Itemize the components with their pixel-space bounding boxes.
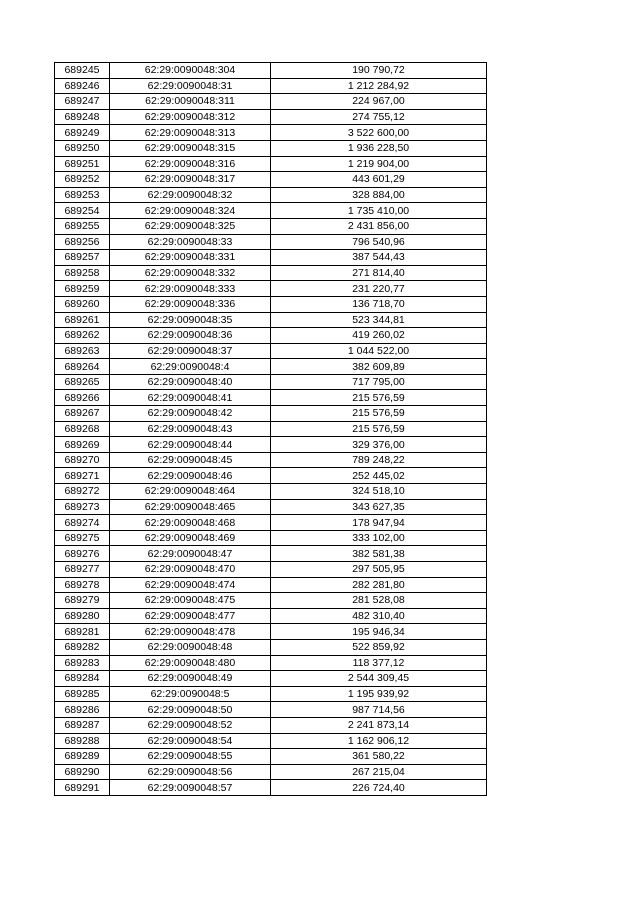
row-id-cell: 689286	[55, 702, 110, 718]
cadastral-value-cell: 2 241 873,14	[271, 717, 487, 733]
cadastral-number-cell: 62:29:0090048:465	[110, 499, 271, 515]
cadastral-value-cell: 387 544,43	[271, 250, 487, 266]
cadastral-number-cell: 62:29:0090048:475	[110, 593, 271, 609]
cadastral-number-cell: 62:29:0090048:42	[110, 406, 271, 422]
cadastral-number-cell: 62:29:0090048:474	[110, 577, 271, 593]
cadastral-value-cell: 443 601,29	[271, 172, 487, 188]
table-row	[55, 94, 487, 110]
cadastral-value-cell: 324 518,10	[271, 484, 487, 500]
cadastral-value-cell: 523 344,81	[271, 312, 487, 328]
row-id-cell: 689259	[55, 281, 110, 297]
table-row	[55, 156, 487, 172]
cadastral-number-cell: 62:29:0090048:32	[110, 187, 271, 203]
row-id-cell: 689264	[55, 359, 110, 375]
table-row	[55, 328, 487, 344]
cadastral-number-cell: 62:29:0090048:317	[110, 172, 271, 188]
cadastral-number-cell: 62:29:0090048:313	[110, 125, 271, 141]
table-row	[55, 437, 487, 453]
cadastral-number-cell: 62:29:0090048:312	[110, 109, 271, 125]
row-id-cell: 689279	[55, 593, 110, 609]
cadastral-value-cell: 1 195 939,92	[271, 686, 487, 702]
cadastral-number-cell: 62:29:0090048:52	[110, 717, 271, 733]
row-id-cell: 689282	[55, 639, 110, 655]
cadastral-number-cell: 62:29:0090048:316	[110, 156, 271, 172]
cadastral-number-cell: 62:29:0090048:470	[110, 562, 271, 578]
row-id-cell: 689262	[55, 328, 110, 344]
cadastral-number-cell: 62:29:0090048:331	[110, 250, 271, 266]
row-id-cell: 689260	[55, 296, 110, 312]
cadastral-number-cell: 62:29:0090048:477	[110, 608, 271, 624]
row-id-cell: 689277	[55, 562, 110, 578]
table-row	[55, 265, 487, 281]
cadastral-value-cell: 190 790,72	[271, 63, 487, 79]
cadastral-number-cell: 62:29:0090048:43	[110, 421, 271, 437]
row-id-cell: 689276	[55, 546, 110, 562]
cadastral-number-cell: 62:29:0090048:304	[110, 63, 271, 79]
table-row	[55, 780, 487, 796]
cadastral-value-cell: 796 540,96	[271, 234, 487, 250]
row-id-cell: 689252	[55, 172, 110, 188]
row-id-cell: 689268	[55, 421, 110, 437]
cadastral-value-cell: 274 755,12	[271, 109, 487, 125]
cadastral-value-cell: 1 044 522,00	[271, 343, 487, 359]
cadastral-value-cell: 789 248,22	[271, 452, 487, 468]
row-id-cell: 689291	[55, 780, 110, 796]
table-row	[55, 452, 487, 468]
row-id-cell: 689288	[55, 733, 110, 749]
cadastral-number-cell: 62:29:0090048:50	[110, 702, 271, 718]
cadastral-number-cell: 62:29:0090048:55	[110, 749, 271, 765]
cadastral-number-cell: 62:29:0090048:480	[110, 655, 271, 671]
row-id-cell: 689275	[55, 530, 110, 546]
row-id-cell: 689245	[55, 63, 110, 79]
row-id-cell: 689255	[55, 218, 110, 234]
table-row	[55, 63, 487, 79]
row-id-cell: 689287	[55, 717, 110, 733]
table-body	[55, 63, 487, 796]
table-row	[55, 343, 487, 359]
cadastral-value-cell: 361 580,22	[271, 749, 487, 765]
table-row	[55, 390, 487, 406]
table-row	[55, 764, 487, 780]
cadastral-value-cell: 1 735 410,00	[271, 203, 487, 219]
table-row	[55, 562, 487, 578]
table-row	[55, 639, 487, 655]
row-id-cell: 689270	[55, 452, 110, 468]
table-row	[55, 78, 487, 94]
cadastral-value-cell: 226 724,40	[271, 780, 487, 796]
table-row	[55, 421, 487, 437]
cadastral-value-cell: 118 377,12	[271, 655, 487, 671]
table-row	[55, 702, 487, 718]
cadastral-value-cell: 329 376,00	[271, 437, 487, 453]
cadastral-value-cell: 271 814,40	[271, 265, 487, 281]
table-row	[55, 717, 487, 733]
row-id-cell: 689246	[55, 78, 110, 94]
row-id-cell: 689273	[55, 499, 110, 515]
row-id-cell: 689290	[55, 764, 110, 780]
table-row	[55, 484, 487, 500]
row-id-cell: 689283	[55, 655, 110, 671]
cadastral-value-cell: 178 947,94	[271, 515, 487, 531]
cadastral-value-cell: 328 884,00	[271, 187, 487, 203]
table-row	[55, 109, 487, 125]
cadastral-value-cell: 215 576,59	[271, 390, 487, 406]
cadastral-number-cell: 62:29:0090048:54	[110, 733, 271, 749]
table-row	[55, 250, 487, 266]
row-id-cell: 689266	[55, 390, 110, 406]
cadastral-number-cell: 62:29:0090048:45	[110, 452, 271, 468]
table-row	[55, 203, 487, 219]
table-row	[55, 234, 487, 250]
table-row	[55, 546, 487, 562]
cadastral-value-table	[54, 62, 487, 796]
row-id-cell: 689269	[55, 437, 110, 453]
row-id-cell: 689253	[55, 187, 110, 203]
cadastral-value-cell: 1 162 906,12	[271, 733, 487, 749]
table-row	[55, 686, 487, 702]
row-id-cell: 689280	[55, 608, 110, 624]
row-id-cell: 689261	[55, 312, 110, 328]
table-row	[55, 671, 487, 687]
table-row	[55, 749, 487, 765]
cadastral-value-cell: 717 795,00	[271, 374, 487, 390]
table-row	[55, 125, 487, 141]
table-row	[55, 296, 487, 312]
cadastral-value-cell: 252 445,02	[271, 468, 487, 484]
row-id-cell: 689257	[55, 250, 110, 266]
cadastral-value-cell: 343 627,35	[271, 499, 487, 515]
row-id-cell: 689289	[55, 749, 110, 765]
cadastral-number-cell: 62:29:0090048:332	[110, 265, 271, 281]
table-row	[55, 359, 487, 375]
table-row	[55, 530, 487, 546]
table-row	[55, 593, 487, 609]
table-row	[55, 577, 487, 593]
cadastral-number-cell: 62:29:0090048:35	[110, 312, 271, 328]
cadastral-value-cell: 224 967,00	[271, 94, 487, 110]
cadastral-number-cell: 62:29:0090048:41	[110, 390, 271, 406]
cadastral-number-cell: 62:29:0090048:57	[110, 780, 271, 796]
row-id-cell: 689247	[55, 94, 110, 110]
cadastral-number-cell: 62:29:0090048:49	[110, 671, 271, 687]
cadastral-number-cell: 62:29:0090048:315	[110, 140, 271, 156]
cadastral-value-cell: 382 581,38	[271, 546, 487, 562]
cadastral-number-cell: 62:29:0090048:31	[110, 78, 271, 94]
cadastral-number-cell: 62:29:0090048:324	[110, 203, 271, 219]
table-row	[55, 140, 487, 156]
row-id-cell: 689256	[55, 234, 110, 250]
cadastral-number-cell: 62:29:0090048:336	[110, 296, 271, 312]
cadastral-value-cell: 215 576,59	[271, 421, 487, 437]
row-id-cell: 689281	[55, 624, 110, 640]
row-id-cell: 689251	[55, 156, 110, 172]
cadastral-number-cell: 62:29:0090048:468	[110, 515, 271, 531]
cadastral-value-cell: 2 544 309,45	[271, 671, 487, 687]
cadastral-number-cell: 62:29:0090048:33	[110, 234, 271, 250]
row-id-cell: 689285	[55, 686, 110, 702]
cadastral-value-cell: 2 431 856,00	[271, 218, 487, 234]
cadastral-number-cell: 62:29:0090048:469	[110, 530, 271, 546]
row-id-cell: 689272	[55, 484, 110, 500]
row-id-cell: 689271	[55, 468, 110, 484]
cadastral-value-cell: 267 215,04	[271, 764, 487, 780]
cadastral-number-cell: 62:29:0090048:36	[110, 328, 271, 344]
row-id-cell: 689267	[55, 406, 110, 422]
cadastral-number-cell: 62:29:0090048:464	[110, 484, 271, 500]
cadastral-value-cell: 136 718,70	[271, 296, 487, 312]
row-id-cell: 689249	[55, 125, 110, 141]
table-row	[55, 374, 487, 390]
cadastral-number-cell: 62:29:0090048:325	[110, 218, 271, 234]
cadastral-value-cell: 382 609,89	[271, 359, 487, 375]
cadastral-number-cell: 62:29:0090048:37	[110, 343, 271, 359]
row-id-cell: 689274	[55, 515, 110, 531]
cadastral-value-cell: 282 281,80	[271, 577, 487, 593]
cadastral-value-cell: 482 310,40	[271, 608, 487, 624]
table-row	[55, 655, 487, 671]
cadastral-value-cell: 333 102,00	[271, 530, 487, 546]
cadastral-value-cell: 297 505,95	[271, 562, 487, 578]
row-id-cell: 689263	[55, 343, 110, 359]
cadastral-number-cell: 62:29:0090048:311	[110, 94, 271, 110]
table-row	[55, 281, 487, 297]
table-row	[55, 608, 487, 624]
cadastral-number-cell: 62:29:0090048:478	[110, 624, 271, 640]
table-row	[55, 515, 487, 531]
cadastral-value-cell: 215 576,59	[271, 406, 487, 422]
table-row	[55, 406, 487, 422]
cadastral-number-cell: 62:29:0090048:56	[110, 764, 271, 780]
cadastral-number-cell: 62:29:0090048:46	[110, 468, 271, 484]
table-row	[55, 468, 487, 484]
row-id-cell: 689250	[55, 140, 110, 156]
cadastral-value-cell: 987 714,56	[271, 702, 487, 718]
row-id-cell: 689258	[55, 265, 110, 281]
cadastral-value-cell: 231 220,77	[271, 281, 487, 297]
table-row	[55, 187, 487, 203]
cadastral-number-cell: 62:29:0090048:44	[110, 437, 271, 453]
cadastral-number-cell: 62:29:0090048:333	[110, 281, 271, 297]
cadastral-number-cell: 62:29:0090048:40	[110, 374, 271, 390]
cadastral-value-cell: 195 946,34	[271, 624, 487, 640]
cadastral-number-cell: 62:29:0090048:47	[110, 546, 271, 562]
cadastral-value-cell: 281 528,08	[271, 593, 487, 609]
cadastral-value-cell: 419 260,02	[271, 328, 487, 344]
cadastral-value-cell: 1 936 228,50	[271, 140, 487, 156]
cadastral-number-cell: 62:29:0090048:48	[110, 639, 271, 655]
cadastral-value-cell: 1 219 904,00	[271, 156, 487, 172]
table-row	[55, 733, 487, 749]
table-row	[55, 624, 487, 640]
cadastral-value-cell: 522 859,92	[271, 639, 487, 655]
row-id-cell: 689278	[55, 577, 110, 593]
cadastral-number-cell: 62:29:0090048:5	[110, 686, 271, 702]
table-row	[55, 218, 487, 234]
table-row	[55, 499, 487, 515]
table-row	[55, 172, 487, 188]
cadastral-number-cell: 62:29:0090048:4	[110, 359, 271, 375]
row-id-cell: 689265	[55, 374, 110, 390]
row-id-cell: 689254	[55, 203, 110, 219]
row-id-cell: 689284	[55, 671, 110, 687]
cadastral-value-cell: 3 522 600,00	[271, 125, 487, 141]
table-row	[55, 312, 487, 328]
cadastral-value-cell: 1 212 284,92	[271, 78, 487, 94]
row-id-cell: 689248	[55, 109, 110, 125]
